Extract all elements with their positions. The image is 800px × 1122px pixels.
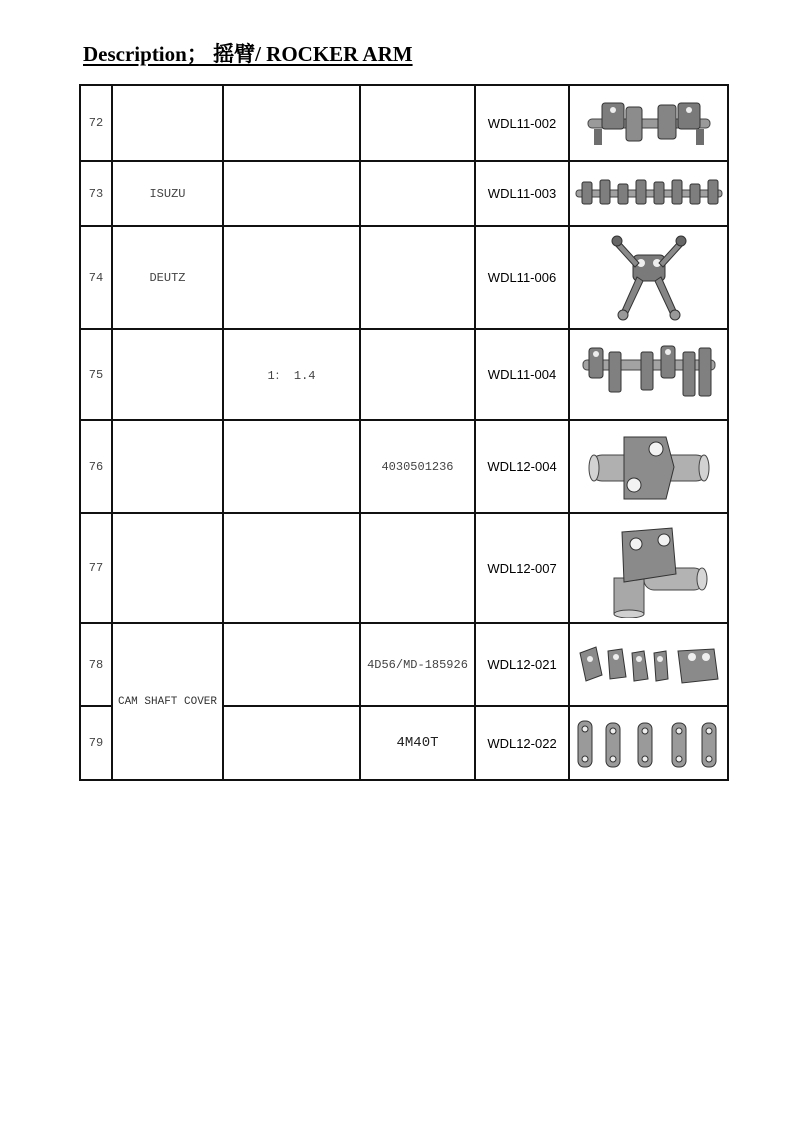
long-rocker-shaft-photo (574, 174, 724, 214)
oem-cell: 4D56/MD-185926 (360, 623, 475, 706)
oem-cell: 4030501236 (360, 420, 475, 513)
product-code: WDL11-004 (475, 329, 569, 420)
ratio-cell (223, 623, 360, 706)
page-title: Description； 摇臂/ ROCKER ARM (83, 42, 413, 66)
table-row (80, 226, 728, 329)
parts-table (79, 84, 729, 781)
row-number: 72 (80, 85, 112, 161)
table-row (80, 420, 728, 513)
ratio-cell (223, 706, 360, 780)
brand-cell (112, 513, 223, 623)
cam-cap-set-photo (574, 635, 724, 695)
row-number: 77 (80, 513, 112, 623)
table-row (80, 161, 728, 226)
table-row (80, 329, 728, 420)
product-image (569, 513, 728, 623)
product-code: WDL11-002 (475, 85, 569, 161)
product-image (569, 420, 728, 513)
row-number: 75 (80, 329, 112, 420)
product-image (569, 226, 728, 329)
oem-cell (360, 329, 475, 420)
ratio-cell (223, 420, 360, 513)
oem-cell (360, 513, 475, 623)
product-image (569, 706, 728, 780)
oem-cell (360, 85, 475, 161)
brand-cell: CAM SHAFT COVER (112, 623, 223, 780)
ratio-cell (223, 226, 360, 329)
oem-cell (360, 161, 475, 226)
ratio-cell: 1： 1.4 (223, 329, 360, 420)
table-row (80, 623, 728, 706)
brand-cell: DEUTZ (112, 226, 223, 329)
product-image (569, 329, 728, 420)
brand-cell (112, 329, 223, 420)
product-code: WDL12-021 (475, 623, 569, 706)
brand-cell (112, 420, 223, 513)
row-number: 73 (80, 161, 112, 226)
rocker-shaft-photo (579, 338, 719, 412)
product-image (569, 161, 728, 226)
table-row (80, 85, 728, 161)
product-code: WDL11-006 (475, 226, 569, 329)
rocker-arm-pair-photo (599, 233, 699, 323)
brand-cell (112, 85, 223, 161)
cam-cap-set-2-photo (574, 713, 724, 773)
product-code: WDL11-003 (475, 161, 569, 226)
ratio-cell (223, 161, 360, 226)
ratio-cell (223, 85, 360, 161)
row-number: 78 (80, 623, 112, 706)
brand-cell: ISUZU (112, 161, 223, 226)
product-code: WDL12-022 (475, 706, 569, 780)
ratio-cell (223, 513, 360, 623)
row-number: 79 (80, 706, 112, 780)
oem-cell: 4M40T (360, 706, 475, 780)
rocker-shaft-assembly-photo (584, 95, 714, 151)
product-image (569, 623, 728, 706)
row-number: 74 (80, 226, 112, 329)
oem-cell (360, 226, 475, 329)
product-code: WDL12-007 (475, 513, 569, 623)
table-row (80, 513, 728, 623)
row-number: 76 (80, 420, 112, 513)
product-image (569, 85, 728, 161)
shaft-bracket-photo (584, 427, 714, 507)
product-code: WDL12-004 (475, 420, 569, 513)
elbow-bracket-photo (584, 518, 714, 618)
